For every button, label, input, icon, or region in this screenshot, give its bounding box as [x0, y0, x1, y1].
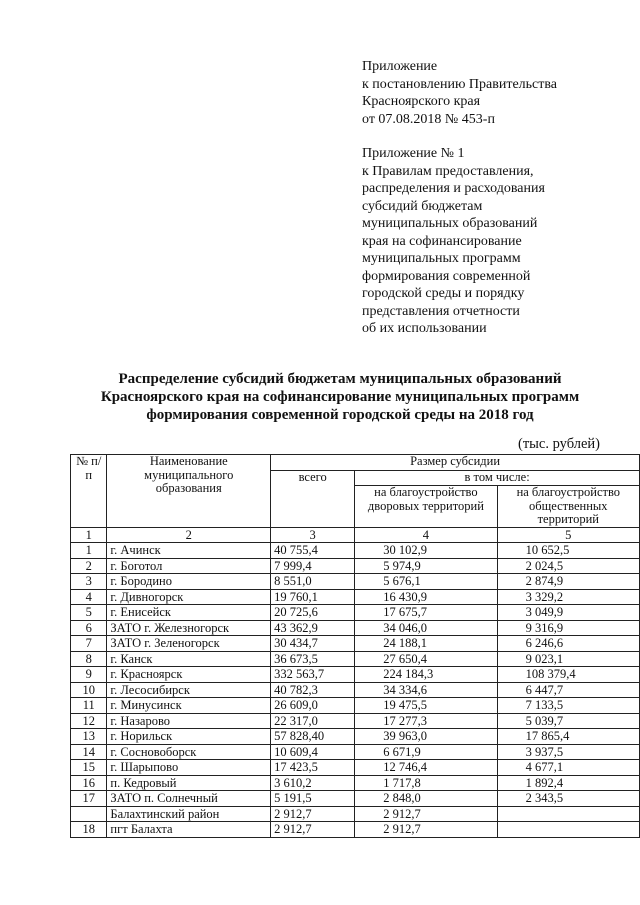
cell-total: 19 760,1	[271, 589, 355, 605]
cell-total: 20 725,6	[271, 605, 355, 621]
cell-yard: 2 912,7	[355, 806, 497, 822]
appendix-line: Приложение № 1	[362, 146, 465, 161]
cell-yard: 39 963,0	[355, 729, 497, 745]
table-row	[71, 605, 640, 621]
cell-yard: 30 102,9	[355, 543, 497, 559]
cell-total: 7 999,4	[271, 558, 355, 574]
appendix-line: Приложение	[362, 59, 438, 74]
table-row	[71, 806, 640, 822]
cell-num: 11	[71, 698, 107, 714]
cell-public: 9 023,1	[497, 651, 639, 667]
appendix-line: представления отчетности	[362, 303, 520, 319]
appendix-line: формирования современной	[362, 268, 531, 284]
cell-name: ЗАТО п. Солнечный	[107, 791, 271, 807]
cell-public: 6 246,6	[497, 636, 639, 652]
cell-num: 4	[71, 589, 107, 605]
cell-total: 30 434,7	[271, 636, 355, 652]
unit-label: (тыс. рублей)	[518, 436, 600, 452]
appendix-line: субсидий бюджетам	[362, 198, 483, 214]
table-row	[71, 822, 640, 838]
cell-name: г. Дивногорск	[107, 589, 271, 605]
cell-num: 8	[71, 651, 107, 667]
appendix-line: распределения и расходования	[362, 181, 545, 196]
cell-yard: 34 046,0	[355, 620, 497, 636]
cell-public	[497, 822, 639, 838]
cell-name: г. Норильск	[107, 729, 271, 745]
cell-name: г. Енисейск	[107, 605, 271, 621]
table-row	[71, 713, 640, 729]
cell-num: 6	[71, 620, 107, 636]
header-yard: на благоустройство дворовых территорий	[355, 486, 497, 528]
cell-total: 332 563,7	[271, 667, 355, 683]
cell-yard: 5 974,9	[355, 558, 497, 574]
header-including: в том числе:	[355, 470, 640, 486]
cell-yard: 2 848,0	[355, 791, 497, 807]
cell-total: 2 912,7	[271, 822, 355, 838]
table-row	[71, 651, 640, 667]
cell-total: 2 912,7	[271, 806, 355, 822]
cell-public: 10 652,5	[497, 543, 639, 559]
appendix-block	[362, 58, 632, 338]
cell-name: г. Назарово	[107, 713, 271, 729]
table-row	[71, 574, 640, 590]
appendix-line: от 07.08.2018 № 453-п	[362, 111, 495, 127]
cell-total: 17 423,5	[271, 760, 355, 776]
cell-yard: 19 475,5	[355, 698, 497, 714]
cell-public: 2 024,5	[497, 558, 639, 574]
cell-name: г. Боготол	[107, 558, 271, 574]
table-row	[71, 636, 640, 652]
table-row	[71, 589, 640, 605]
cell-public: 2 874,9	[497, 574, 639, 590]
cell-num: 3	[71, 574, 107, 590]
cell-name: г. Сосновоборск	[107, 744, 271, 760]
cell-num: 17	[71, 791, 107, 807]
header-num: № п/п	[71, 455, 107, 528]
cell-public: 3 937,5	[497, 744, 639, 760]
cell-total: 43 362,9	[271, 620, 355, 636]
table-row	[71, 729, 640, 745]
header-public: на благоустройство общественных территорий	[497, 486, 639, 528]
title-line: Распределение субсидий бюджетам муниципальных образований	[118, 371, 562, 387]
resolution-reference	[362, 58, 632, 128]
cell-yard: 16 430,9	[355, 589, 497, 605]
cell-num: 13	[71, 729, 107, 745]
appendix-line: городской среды и порядку	[362, 286, 525, 301]
cell-name: пгт Балахта	[107, 822, 271, 838]
cell-yard: 17 277,3	[355, 713, 497, 729]
cell-total: 8 551,0	[271, 574, 355, 590]
cell-public: 6 447,7	[497, 682, 639, 698]
cell-yard: 27 650,4	[355, 651, 497, 667]
cell-num: 12	[71, 713, 107, 729]
cell-name: г. Бородино	[107, 574, 271, 590]
cell-yard: 5 676,1	[355, 574, 497, 590]
cell-name: п. Кедровый	[107, 775, 271, 791]
cell-public: 2 343,5	[497, 791, 639, 807]
cell-name: г. Канск	[107, 651, 271, 667]
cell-num: 1	[71, 543, 107, 559]
cell-name: г. Лесосибирск	[107, 682, 271, 698]
cell-public: 4 677,1	[497, 760, 639, 776]
appendix-line: к Правилам предоставления,	[362, 163, 534, 179]
title-line: Красноярского края на софинансирование муниципальных программ	[100, 389, 580, 405]
cell-name: г. Красноярск	[107, 667, 271, 683]
cell-public: 9 316,9	[497, 620, 639, 636]
cell-num	[71, 806, 107, 822]
appendix-line: муниципальных программ	[362, 251, 521, 266]
cell-yard: 1 717,8	[355, 775, 497, 791]
cell-total: 57 828,40	[271, 729, 355, 745]
appendix-line: об их использовании	[362, 321, 487, 336]
cell-yard: 17 675,7	[355, 605, 497, 621]
cell-total: 5 191,5	[271, 791, 355, 807]
cell-name: г. Шарыпово	[107, 760, 271, 776]
cell-total: 40 755,4	[271, 543, 355, 559]
cell-num: 10	[71, 682, 107, 698]
cell-yard: 2 912,7	[355, 822, 497, 838]
cell-name: Балахтинский район	[107, 806, 271, 822]
cell-num: 16	[71, 775, 107, 791]
table-row	[71, 667, 640, 683]
cell-public: 17 865,4	[497, 729, 639, 745]
cell-yard: 24 188,1	[355, 636, 497, 652]
column-index: 5	[497, 527, 639, 543]
appendix-line: муниципальных образований	[362, 216, 538, 231]
table-row	[71, 744, 640, 760]
appendix-line: Красноярского края	[362, 94, 481, 109]
rules-reference	[362, 145, 632, 338]
table-row	[71, 620, 640, 636]
appendix-line: к постановлению Правительства	[362, 76, 558, 92]
cell-yard: 12 746,4	[355, 760, 497, 776]
document-title	[40, 370, 640, 424]
column-index: 3	[271, 527, 355, 543]
table-row	[71, 543, 640, 559]
subsidy-table	[70, 454, 640, 838]
cell-yard: 224 184,3	[355, 667, 497, 683]
title-line: формирования современной городской среды на 2018 год	[146, 407, 534, 423]
cell-public: 3 329,2	[497, 589, 639, 605]
column-index: 2	[107, 527, 271, 543]
cell-yard: 34 334,6	[355, 682, 497, 698]
cell-num: 18	[71, 822, 107, 838]
cell-name: г. Минусинск	[107, 698, 271, 714]
table-body	[71, 527, 640, 837]
cell-total: 10 609,4	[271, 744, 355, 760]
cell-total: 26 609,0	[271, 698, 355, 714]
cell-total: 36 673,5	[271, 651, 355, 667]
cell-total: 40 782,3	[271, 682, 355, 698]
cell-num: 5	[71, 605, 107, 621]
cell-name: ЗАТО г. Железногорск	[107, 620, 271, 636]
table-row	[71, 791, 640, 807]
cell-public: 3 049,9	[497, 605, 639, 621]
table-row	[71, 698, 640, 714]
header-total: всего	[271, 470, 355, 527]
cell-num: 2	[71, 558, 107, 574]
cell-num: 7	[71, 636, 107, 652]
column-index: 4	[355, 527, 497, 543]
cell-public	[497, 806, 639, 822]
cell-name: ЗАТО г. Зеленогорск	[107, 636, 271, 652]
cell-public: 1 892,4	[497, 775, 639, 791]
cell-name: г. Ачинск	[107, 543, 271, 559]
header-name: Наименование муниципального образования	[107, 455, 271, 528]
cell-yard: 6 671,9	[355, 744, 497, 760]
cell-public: 5 039,7	[497, 713, 639, 729]
cell-num: 15	[71, 760, 107, 776]
table-row	[71, 682, 640, 698]
appendix-line: края на софинансирование	[362, 233, 522, 249]
cell-public: 108 379,4	[497, 667, 639, 683]
cell-num: 14	[71, 744, 107, 760]
cell-num: 9	[71, 667, 107, 683]
cell-total: 22 317,0	[271, 713, 355, 729]
column-index-row	[71, 527, 640, 543]
table-row	[71, 558, 640, 574]
table-row	[71, 760, 640, 776]
column-index: 1	[71, 527, 107, 543]
cell-public: 7 133,5	[497, 698, 639, 714]
header-size: Размер субсидии	[271, 455, 640, 471]
cell-total: 3 610,2	[271, 775, 355, 791]
table-row	[71, 775, 640, 791]
